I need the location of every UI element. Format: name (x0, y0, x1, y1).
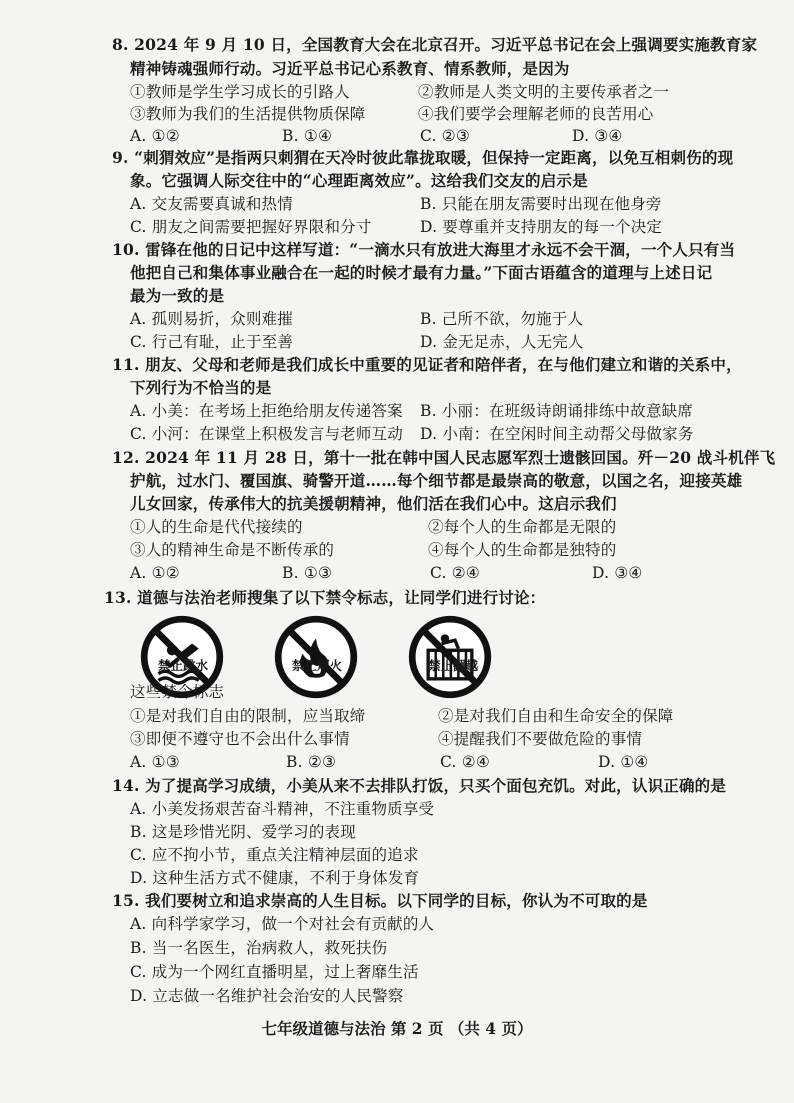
q10-option-d: D. 金无足赤，人无完人 (420, 333, 584, 351)
q12-statement-1: ①人的生命是代代接续的 (130, 518, 303, 536)
q11-option-d: D. 小南：在空闲时间主动帮父母做家务 (420, 425, 694, 443)
q14-option-b: B. 这是珍惜光阴、爱学习的表现 (130, 823, 356, 841)
q8-statement-4: ④我们要学会理解老师的良苦用心 (418, 105, 654, 123)
q15-stem-line1: 15. 我们要树立和追求崇高的人生目标。以下同学的目标，你认为不可取的是 (112, 891, 648, 910)
q10-option-a: A. 孤则易折，众则难摧 (130, 310, 293, 328)
q12-option-c: C. ②④ (430, 564, 480, 582)
q9-stem-line2: 象。它强调人际交往中的“心理距离效应”。这给我们交友的启示是 (130, 171, 588, 190)
q12-option-b: B. ①③ (282, 564, 333, 582)
q13-option-d: D. ①④ (598, 753, 649, 771)
q10-stem-line2: 他把自己和集体事业融合在一起的时候才最有力量。”下面古语蕴含的道理与上述日记 (130, 263, 713, 282)
q11-stem-line1: 11. 朋友、父母和老师是我们成长中重要的见证者和陪伴者，在与他们建立和谐的关系中， (112, 355, 742, 374)
q12-statement-3: ③人的精神生命是不断传承的 (130, 541, 335, 559)
q14-option-c: C. 应不拘小节，重点关注精神层面的追求 (130, 846, 419, 864)
q9-option-b: B. 只能在朋友需要时出现在他身旁 (420, 195, 662, 213)
q8-option-c: C. ②③ (420, 127, 470, 145)
q13-statement-1: ①是对我们自由的限制，应当取缔 (130, 707, 366, 725)
q11-option-b: B. 小丽：在班级诗朗诵排练中故意缺席 (420, 402, 694, 420)
q14-stem-line1: 14. 为了提高学习成绩，小美从来不去排队打饭，只买个面包充饥。对此，认识正确的是 (112, 776, 727, 795)
q13-statement-4: ④提醒我们不要做危险的事情 (438, 730, 643, 748)
q13-option-b: B. ②③ (286, 753, 337, 771)
q9-option-d: D. 要尊重并支持朋友的每一个决定 (420, 218, 663, 236)
q8-option-a: A. ①② (130, 127, 180, 145)
q8-stem-line2: 精神铸魂强师行动。习近平总书记心系教育、情系教师，是因为 (130, 59, 570, 78)
q10-stem-line3: 最为一致的是 (130, 286, 225, 305)
q15-option-a: A. 向科学家学习，做一个对社会有贡献的人 (130, 915, 435, 933)
q10-option-c: C. 行己有耻，止于至善 (130, 333, 294, 351)
sign-caption-no-fire: 禁止烟火 (292, 658, 343, 673)
q13-option-c: C. ②④ (440, 753, 490, 771)
q8-stem-line1: 8. 2024 年 9 月 10 日，全国教育大会在北京召开。习近平总书记在会上强调要实施教育家 (112, 35, 758, 54)
q8-statement-3: ③教师为我们的生活提供物质保障 (130, 105, 366, 123)
q12-stem-line3: 儿女回家，传承伟大的抗美援朝精神，他们活在我们心中。这启示我们 (130, 494, 617, 513)
q13-option-a: A. ①③ (130, 753, 180, 771)
q14-option-d: D. 这种生活方式不健康，不利于身体发育 (130, 869, 420, 887)
q15-option-b: B. 当一名医生，治病救人，救死扶伤 (130, 939, 388, 957)
q13-statement-3: ③即便不遵守也不会出什么事情 (130, 730, 350, 748)
q13-stem-line2: 这些禁令标志 (130, 683, 225, 701)
q15-option-d: D. 立志做一名维护社会治安的人民警察 (130, 987, 404, 1005)
q12-stem-line2: 护航，过水门、覆国旗、骑警开道……每个细节都是最崇高的敬意，以国之名，迎接英雄 (130, 471, 743, 490)
q8-statement-2: ②教师是人类文明的主要传承者之一 (418, 83, 670, 101)
q15-option-c: C. 成为一个网红直播明星，过上奢靡生活 (130, 963, 419, 981)
q10-option-b: B. 己所不欲，勿施于人 (420, 310, 584, 328)
q12-stem-line1: 12. 2024 年 11 月 28 日，第十一批在韩中国人民志愿军烈士遗骸回国。歼－20 战斗机伴飞 (112, 448, 776, 467)
q13-stem-line1: 13. 道德与法治老师搜集了以下禁令标志，让同学们进行讨论： (104, 588, 546, 607)
q13-statement-2: ②是对我们自由和生命安全的保障 (438, 707, 674, 725)
q12-option-a: A. ①② (130, 564, 180, 582)
q8-statement-1: ①教师是学生学习成长的引路人 (130, 83, 350, 101)
sign-caption-no-climbing: 禁止翻越 (428, 658, 479, 673)
q8-option-d: D. ③④ (572, 127, 623, 145)
q12-statement-2: ②每个人的生命都是无限的 (428, 518, 617, 536)
q8-option-b: B. ①④ (282, 127, 333, 145)
q12-option-d: D. ③④ (592, 564, 643, 582)
q11-stem-line2: 下列行为不恰当的是 (130, 378, 272, 397)
sign-caption-no-diving: 禁止跳水 (158, 658, 209, 673)
q12-statement-4: ④每个人的生命都是独特的 (428, 541, 617, 559)
q11-option-c: C. 小河：在课堂上积极发言与老师互动 (130, 425, 403, 443)
q11-option-a: A. 小美：在考场上拒绝给朋友传递答案 (130, 402, 403, 420)
q14-option-a: A. 小美发扬艰苦奋斗精神，不注重物质享受 (130, 800, 435, 818)
page-footer: 七年级道德与法治 第 2 页 （共 4 页） (261, 1019, 533, 1038)
q9-option-c: C. 朋友之间需要把握好界限和分寸 (130, 218, 372, 236)
q10-stem-line1: 10. 雷锋在他的日记中这样写道：“一滴水只有放进大海里才永远不会干涸，一个人只有当 (112, 240, 736, 259)
q9-option-a: A. 交友需要真诚和热情 (130, 195, 293, 213)
q9-stem-line1: 9. “刺猬效应”是指两只刺猬在天冷时彼此靠拢取暖，但保持一定距离，以免互相刺伤的现 (112, 148, 734, 167)
